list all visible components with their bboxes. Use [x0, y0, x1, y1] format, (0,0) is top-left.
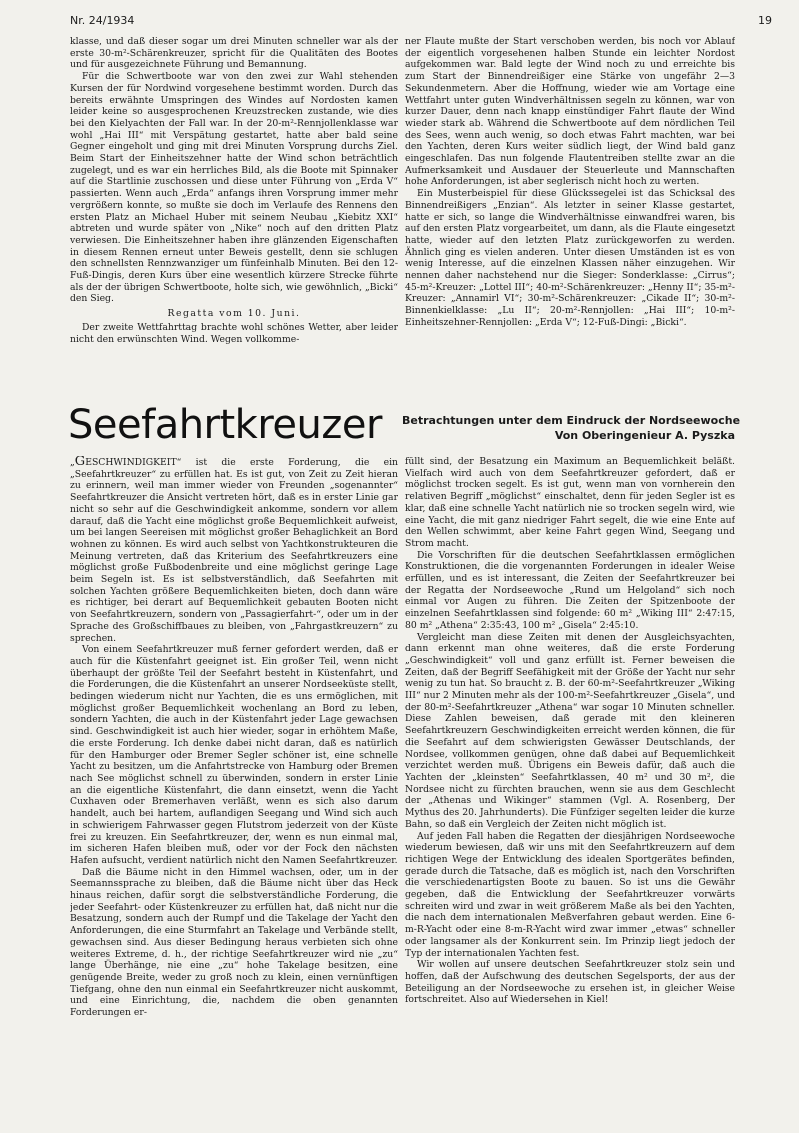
- paragraph: Wir wollen auf unsere deutschen Seefahrtkreuzer stolz sein und hoffen, daß der Aufschwung des deutschen Segelsports, der aus der Beteiligung an der Nordseewoche zu ersehen ist, in gleicher Weise fortschreitet. Also auf Wiedersehen in Kiel!: [405, 959, 735, 1006]
- paragraph: Für die Schwertboote war von den zwei zur Wahl stehenden Kursen der für Nordwind vorgesehene bestimmt worden. Durch das bereits erwähnte Umspringen des Windes auf Nordosten kamen leider keine so ausgesprochenen Kreuzstrecken zustande, wie dies bei den Kielyachten der Fall war. In der 20-m²-Rennjollenklasse war wohl „Hai III“ mit Verspätung gestartet, hatte aber bald seine Gegner eingeholt und ging mit drei Minuten Vorsprung durchs Ziel. Beim Start der Einheitszehner hatte der Wind schon beträchtlich zugelegt, und es war ein herrliches Bild, als die Boote mit Spinnaker auf die Startlinie zuschossen und diese unter Führung von „Erda V“ passierten. Wenn auch „Erda“ anfangs ihren Vorsprung immer mehr vergrößern konnte, so mußte sie doch im Verlaufe des Rennens den ersten Platz an Michael Huber mit seinem Neubau „Kiebitz XXI“ abtreten und wurde später von „Nike“ noch auf den dritten Platz verwiesen. Die Einheitszehner haben ihre glänzenden Eigenschaften in diesem Rennen erneut unter Beweis gestellt, denn sie schlugen den schnellsten Rennzwanziger um fünfeinhalb Minuten. Bei den 12-Fuß-Dingis, deren Kurs über eine wesentlich kürzere Strecke führte als der der übrigen Schwertboote, holte sich, wie gewöhnlich, „Bicki“ den Sieg.: [70, 71, 398, 305]
- paragraph: klasse, und daß dieser sogar um drei Minuten schneller war als der erste 30-m²-Schärenkreuzer, spricht für die Qualitäten des Bootes und für ausgezeichnete Führung und Bemannung.: [70, 36, 398, 71]
- paragraph: Von einem Seefahrtkreuzer muß ferner gefordert werden, daß er auch für die Küstenfahrt geeignet ist. Ein großer Teil, wenn nicht überhaupt der größte Teil der Seefahrt besteht in Küstenfahrt, und die Forderungen, die die Küstenfahrt an unserer Nordseeküste stellt, bedingen wiederum nicht nur Yachten, die es uns ermöglichen, mit möglichst großer Bequemlichkeit wochenlang an Bord zu leben, sondern Yachten, die auch in der Küstenfahrt jeder Lage gewachsen sind. Geschwindigkeit ist auch hier wieder, sogar in erhöhtem Maße, die erste Forderung. Ich denke dabei nicht daran, daß es natürlich für den Hamburger oder Bremer Segler schöner ist, eine schnelle Yacht zu besitzen, um die Anfahrtstrecke von Hamburg oder Bremen nach See möglichst schnell zu überwinden, sondern in erster Linie an die eigentliche Küstenfahrt, die dann einsetzt, wenn die Yacht Cuxhaven oder Bremerhaven verläßt, wenn es sich also darum handelt, auch bei hartem, auflandigen Seegang und Wind sich auch in schwierigem Fahrwasser gegen Flutstrom jederzeit von der Küste frei zu kreuzen. Ein Seefahrtkreuzer, der, wenn es nun einmal mal, im sicheren Hafen bleiben muß, oder vor der Fock den nächsten Hafen aufsucht, verdient natürlich nicht den Namen Seefahrtkreuzer.: [70, 644, 398, 866]
- paragraph: Die Vorschriften für die deutschen Seefahrtklassen ermöglichen Konstruktionen, die die vorgenannten Forderungen in idealer Weise erfüllen, und es ist interessant, die Zeiten der Seefahrtkreuzer bei der Regatta der Nordseewoche „Rund um Helgoland“ sich noch einmal vor Augen zu führen. Die Zeiten der Spitzenboote der einzelnen Seefahrtklassen sind folgende: 60 m² „Wiking III“ 2:47:15, 80 m² „Athena“ 2:35:43, 100 m² „Gisela“ 2:45:10.: [405, 549, 735, 631]
- lead-quote: „: [70, 457, 75, 468]
- paragraph: Der zweite Wettfahrttag brachte wohl schönes Wetter, aber leider nicht den erwünschten Wind. Wegen vollkomme-: [70, 321, 398, 345]
- lead-initial: G: [74, 456, 86, 469]
- regatta-column-left: [70, 36, 398, 370]
- issue-number: Nr. 24/1934: [70, 14, 135, 27]
- regatta-heading: Regatta vom 10. Juni.: [167, 308, 301, 320]
- article-column-right: [405, 456, 735, 1102]
- page-number: 19: [758, 14, 772, 27]
- lead-text: ESCHWINDIGKEIT“ ist die erste Forderung, die ein „Seefahrtkreuzer“ zu erfüllen hat. Es ist gut, von Zeit zu Zeit hieran zu erinnern, weil man immer wieder von Freunden „sogenannter“ Seefahrtkreuzer die Ansicht vertreten hört, daß es in erster Linie gar nicht so sehr auf die Geschwindigkeit ankomme, sondern vor allem darauf, daß die Yacht eine möglichst große Bequemlichkeit aufweist, um bei langen Seereisen mit möglichst großer Behaglichkeit an Bord wohnen zu können. Es wird auch selbst von Yachtkonstrukteuren die Meinung vertreten, daß das Kriterium des Seefahrtkreuzers eine möglichst große Fußbodenbreite und eine möglichst geringe Lage beim Segeln ist. Es ist selbstverständlich, daß Seefahrten mit solchen Yachten größere Bequemlichkeiten bieten, doch dann wäre es richtiger, bei derart auf Bequemlichkeit gebauten Booten nicht von Seefahrtkreuzern, sondern von „Passagierfahrt-“, oder um in der Sprache des Großschiffbaues zu bleiben, von „Fahrgastkreuzern“ zu sprechen.: [70, 457, 398, 644]
- article-column-left: [70, 456, 398, 1102]
- article-subtitle: Betrachtungen unter dem Eindruck der Nordseewoche: [402, 414, 741, 427]
- paragraph: Vergleicht man diese Zeiten mit denen der Ausgleichsyachten, dann erkennt man ohne weiteres, daß die erste Forderung „Geschwindigkeit“ voll und ganz erfüllt ist. Ferner beweisen die Zeiten, daß der Begriff Seefähigkeit mit der Größe der Yacht nur sehr wenig zu tun hat. So braucht z. B. der 60-m²-Seefahrtkreuzer „Wiking III“ nur 2 Minuten mehr als der 100-m²-Seefahrtkreuzer „Gisela“, und der 80-m²-Seefahrtkreuzer „Athena“ war sogar 10 Minuten schneller. Diese Zahlen beweisen, daß gerade mit den kleineren Seefahrtkreuzern Geschwindigkeiten erreicht werden können, die für die Seefahrt auf dem schwierigsten Gewässer Deutschlands, der Nordsee, vollkommen genügen, ohne daß dabei auf Bequemlichkeit verzichtet werden muß. Übrigens ein Beweis dafür, daß auch die Yachten der „kleinsten“ Seefahrtklassen, 40 m² und 30 m², die Nordsee nicht zu fürchten brauchen, wenn sie aus dem Geschlecht der „Athenas und Wikinger“ stammen (Vgl. A. Rosenberg, Der Mythus des 20. Jahrhunderts). Die Fünfziger segelten leider die kurze Bahn, so daß ein Vergleich der Zeiten nicht möglich ist.: [405, 631, 735, 830]
- regatta-column-right: [405, 36, 735, 370]
- paragraph: ner Flaute mußte der Start verschoben werden, bis noch vor Ablauf der eigentlich vorgesehenen halben Stunde ein leichter Nordost aufgekommen war. Bald legte der Wind noch zu und erreichte bis zum Start der Binnendreißiger eine Stärke von ungefähr 2—3 Sekundenmetern. Aber die Hoffnung, wieder wie am Vortage eine Wettfahrt unter guten Windverhältnissen segeln zu können, war von kurzer Dauer, denn nach knapp einstündiger Fahrt flaute der Wind wieder stark ab. Während die Schwertboote auf dem nördlichen Teil des Sees, wenn auch wenig, so doch etwas Fahrt machten, war bei den Yachten, deren Kurs weiter südlich liegt, der Wind bald ganz eingeschlafen. Das nun folgende Flautentreiben stellte zwar an die Aufmerksamkeit und Ausdauer der Steuerleute und Mannschaften hohe Anforderungen, ist aber seglerisch nicht hoch zu werten.: [405, 36, 735, 188]
- paragraph: Auf jeden Fall haben die Regatten der diesjährigen Nordseewoche wiederum bewiesen, daß wir uns mit den Seefahrtkreuzern auf dem richtigen Wege der Entwicklung des idealen Sportgerätes befinden, gerade durch die Tatsache, daß es möglich ist, nach den Vorschriften die verschiedenartigsten Boote zu bauen. So ist uns die Gewähr gegeben, daß die Entwicklung der Seefahrtkreuzer vorwärts schreiten wird und zwar in weit größerem Maße als bei den Yachten, die nach dem internationalen Meßverfahren gebaut werden. Eine 6-m-R-Yacht oder eine 8-m-R-Yacht wird zwar immer „etwas“ schneller oder langsamer als der Konkurrent sein. Im Prinzip liegt jedoch der Typ der internationalen Yachten fest.: [405, 830, 735, 959]
- lead-paragraph: [70, 456, 398, 644]
- paragraph: füllt sind, der Besatzung ein Maximum an Bequemlichkeit beläßt. Vielfach wird auch von dem Seefahrtkreuzer gefordert, daß er möglichst trocken segelt. Es ist gut, wenn man von vornherein den relativen Begriff „möglichst“ einschaltet, denn für jeden Segler ist es klar, daß eine schnelle Yacht natürlich nie so trocken segeln wird, wie eine Yacht, die mit ganz niedriger Fahrt segelt, die wie eine Ente auf den Wellen schwimmt, aber keine Fahrt gegen Wind, Seegang und Strom macht.: [405, 456, 735, 549]
- article-author: Von Oberingenieur A. Pyszka: [554, 429, 735, 442]
- paragraph: Ein Musterbeispiel für diese Glückssegelei ist das Schicksal des Binnendreißigers „Enzian“. Als letzter in seiner Klasse gestartet, hatte er sich, so lange die Windverhältnisse einwandfrei waren, bis auf den ersten Platz vorgearbeitet, um dann, als die Flaute eingesetzt hatte, wieder auf den letzten Platz zurückgeworfen zu werden. Ähnlich ging es vielen anderen. Unter diesen Umständen ist es von wenig Interesse, auf die einzelnen Klassen näher einzugehen. Wir nennen daher nachstehend nur die Sieger: Sonderklasse: „Cirrus“; 45-m²-Kreuzer: „Lottel III“; 40-m²-Schärenkreuzer: „Henny II“; 35-m²-Kreuzer: „Annamirl VI“; 30-m²-Schärenkreuzer: „Cikade II“; 30-m²-Binnenkielklasse: „Lu II“; 20-m²-Rennjollen: „Hai III“; 10-m²-Einheitszehner-Rennjollen: „Erda V“; 12-Fuß-Dingi: „Bicki“.: [405, 188, 735, 328]
- paragraph: Daß die Bäume nicht in den Himmel wachsen, oder, um in der Seemannssprache zu bleiben, daß die Bäume nicht über das Heck hinaus reichen, dafür sorgt die selbstverständliche Forderung, die jeder Seefahrt- oder Küstenkreuzer zu erfüllen hat, daß nicht nur die Besatzung, sondern auch der Rumpf und die Takelage der Yacht den Anforderungen, die eine Sturmfahrt an Takelage und Verbände stellt, gewachsen sind. Aus dieser Bedingung heraus verbieten sich ohne weiteres Extreme, d. h., der richtige Seefahrtkreuzer wird nie „zu“ lange Überhänge, nie eine „zu“ hohe Takelage besitzen, eine genügende Breite, weder zu groß noch zu klein, einen vernünftigen Tiefgang, ohne den nun einmal ein Seefahrtkreuzer nicht auskommt, und eine Einrichtung, die, nachdem die oben genannten Forderungen er-: [70, 866, 398, 1019]
- article-title: Seefahrtkreuzer: [68, 402, 382, 448]
